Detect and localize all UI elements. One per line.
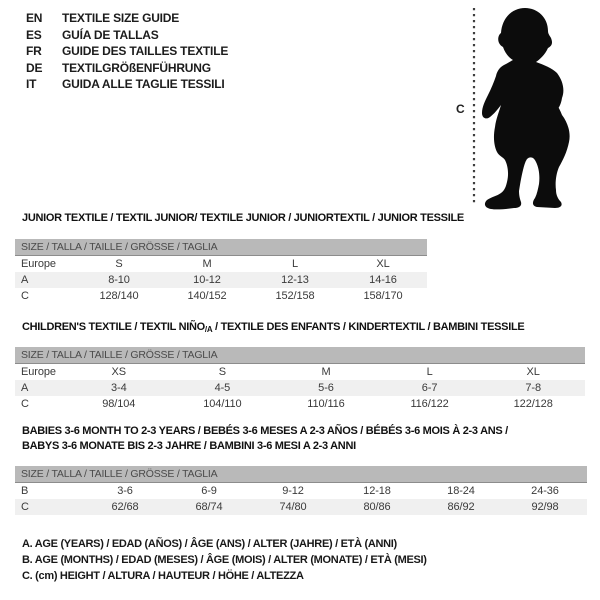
language-code: FR bbox=[26, 44, 42, 59]
footnote-c: C. (cm) HEIGHT / ALTURA / HAUTEUR / HÖHE / ALTEZZA bbox=[22, 570, 304, 582]
babies-title-line2: BABYS 3-6 MONATE BIS 2-3 JAHRE / BAMBINI 3-6 MESI A 2-3 ANNI bbox=[22, 440, 356, 452]
size-cell: XL bbox=[526, 366, 540, 378]
size-cell: L bbox=[426, 366, 433, 378]
language-code: IT bbox=[26, 77, 37, 92]
table-row-age bbox=[15, 380, 585, 396]
children-title-suffix: / TEXTILE DES ENFANTS / KINDERTEXTIL / BAMBINI TESSILE bbox=[212, 321, 525, 333]
junior-size-table bbox=[15, 239, 427, 304]
table-row-height bbox=[15, 396, 585, 412]
row-label: C bbox=[21, 398, 29, 410]
language-label: TEXTILE SIZE GUIDE bbox=[62, 11, 180, 26]
age-cell: 4-5 bbox=[171, 380, 275, 396]
footnote-b: B. AGE (MONTHS) / EDAD (MESES) / ÂGE (MOIS) / ALTER (MONATE) / ETÀ (MESI) bbox=[22, 554, 427, 566]
months-cell: 6-9 bbox=[201, 485, 217, 497]
height-cell: 80/86 bbox=[335, 499, 419, 515]
size-cell: M bbox=[202, 258, 212, 270]
children-size-table bbox=[15, 347, 585, 412]
legend-footnotes bbox=[22, 536, 427, 584]
language-label: GUÍA DE TALLAS bbox=[62, 27, 159, 42]
table-row-europe bbox=[15, 364, 585, 381]
height-cell: 62/68 bbox=[83, 499, 167, 515]
toddler-silhouette bbox=[482, 8, 570, 209]
height-cell: 68/74 bbox=[167, 499, 251, 515]
language-label: GUIDE DES TAILLES TEXTILE bbox=[62, 44, 229, 59]
size-cell: S bbox=[115, 258, 123, 270]
language-code: EN bbox=[26, 11, 43, 26]
age-cell: 12-13 bbox=[251, 272, 339, 288]
row-label: C bbox=[21, 290, 29, 302]
height-measure-label: C bbox=[456, 102, 465, 116]
babies-title-line1: BABIES 3-6 MONTH TO 2-3 YEARS / BEBÉS 3-6 MESES A 2-3 AÑOS / BÉBÉS 3-6 MOIS À 2-3 ANS / bbox=[22, 425, 508, 437]
height-cell: 158/170 bbox=[363, 290, 403, 302]
toddler-figure-svg bbox=[468, 0, 580, 215]
row-label: A bbox=[15, 272, 75, 288]
age-cell: 3-4 bbox=[67, 380, 171, 396]
section-title-babies bbox=[22, 424, 508, 454]
size-cell: L bbox=[291, 258, 299, 270]
language-label: GUIDA ALLE TAGLIE TESSILI bbox=[62, 77, 225, 92]
language-label: TEXTILGRÖßENFÜHRUNG bbox=[62, 60, 211, 75]
section-title-junior: JUNIOR TEXTILE / TEXTIL JUNIOR/ TEXTILE JUNIOR / JUNIORTEXTIL / JUNIOR TESSILE bbox=[22, 212, 464, 224]
language-row-en bbox=[26, 10, 228, 27]
table-row-months bbox=[15, 483, 587, 500]
size-header-label: SIZE / TALLA / TAILLE / GRÖSSE / TAGLIA bbox=[15, 347, 585, 364]
height-cell: 122/128 bbox=[513, 398, 553, 410]
months-cell: 12-18 bbox=[363, 485, 391, 497]
age-cell: 14-16 bbox=[339, 272, 427, 288]
row-label: C bbox=[15, 499, 83, 515]
babies-size-table bbox=[15, 466, 587, 515]
language-row-es bbox=[26, 27, 228, 44]
size-header-label: SIZE / TALLA / TAILLE / GRÖSSE / TAGLIA bbox=[15, 466, 587, 483]
height-figure bbox=[450, 0, 600, 215]
height-cell: 110/116 bbox=[307, 398, 345, 410]
height-cell: 104/110 bbox=[203, 398, 242, 410]
size-cell: XS bbox=[111, 366, 127, 378]
height-cell: 92/98 bbox=[503, 499, 587, 515]
age-cell: 6-7 bbox=[378, 380, 482, 396]
height-cell: 74/80 bbox=[251, 499, 335, 515]
row-label: B bbox=[21, 485, 29, 497]
months-cell: 9-12 bbox=[282, 485, 304, 497]
size-cell: XL bbox=[376, 258, 390, 270]
height-cell: 152/158 bbox=[275, 290, 315, 302]
language-row-fr bbox=[26, 43, 228, 60]
table-row-age bbox=[15, 272, 427, 288]
size-cell: M bbox=[321, 366, 331, 378]
language-row-it bbox=[26, 76, 228, 93]
table-row-height bbox=[15, 288, 427, 304]
height-cell: 98/104 bbox=[102, 398, 136, 410]
table-header-bar bbox=[15, 347, 585, 364]
language-code: DE bbox=[26, 60, 43, 75]
language-row-de bbox=[26, 60, 228, 77]
children-title-prefix: CHILDREN'S TEXTILE / TEXTIL NIÑO bbox=[22, 321, 205, 333]
age-cell: 10-12 bbox=[163, 272, 251, 288]
table-header-bar bbox=[15, 466, 587, 483]
height-cell: 116/122 bbox=[410, 398, 449, 410]
language-code: ES bbox=[26, 27, 42, 42]
height-cell: 140/152 bbox=[187, 290, 227, 302]
size-header-label: SIZE / TALLA / TAILLE / GRÖSSE / TAGLIA bbox=[15, 239, 427, 256]
language-title-list bbox=[26, 10, 228, 93]
footnote-a: A. AGE (YEARS) / EDAD (AÑOS) / ÂGE (ANS) / ALTER (JAHRE) / ETÀ (ANNI) bbox=[22, 538, 397, 550]
row-label: Europe bbox=[21, 366, 56, 378]
children-title-subscript: /A bbox=[204, 325, 213, 334]
months-cell: 3-6 bbox=[117, 485, 133, 497]
age-cell: 7-8 bbox=[481, 380, 585, 396]
size-cell: S bbox=[218, 366, 227, 378]
row-label: Europe bbox=[21, 258, 56, 270]
age-cell: 8-10 bbox=[75, 272, 163, 288]
height-cell: 128/140 bbox=[99, 290, 139, 302]
table-header-bar bbox=[15, 239, 427, 256]
height-cell: 86/92 bbox=[419, 499, 503, 515]
age-cell: 5-6 bbox=[274, 380, 378, 396]
section-title-children bbox=[22, 320, 524, 337]
months-cell: 24-36 bbox=[531, 485, 559, 497]
months-cell: 18-24 bbox=[447, 485, 475, 497]
table-row-height bbox=[15, 499, 587, 515]
table-row-europe bbox=[15, 256, 427, 273]
row-label: A bbox=[15, 380, 67, 396]
